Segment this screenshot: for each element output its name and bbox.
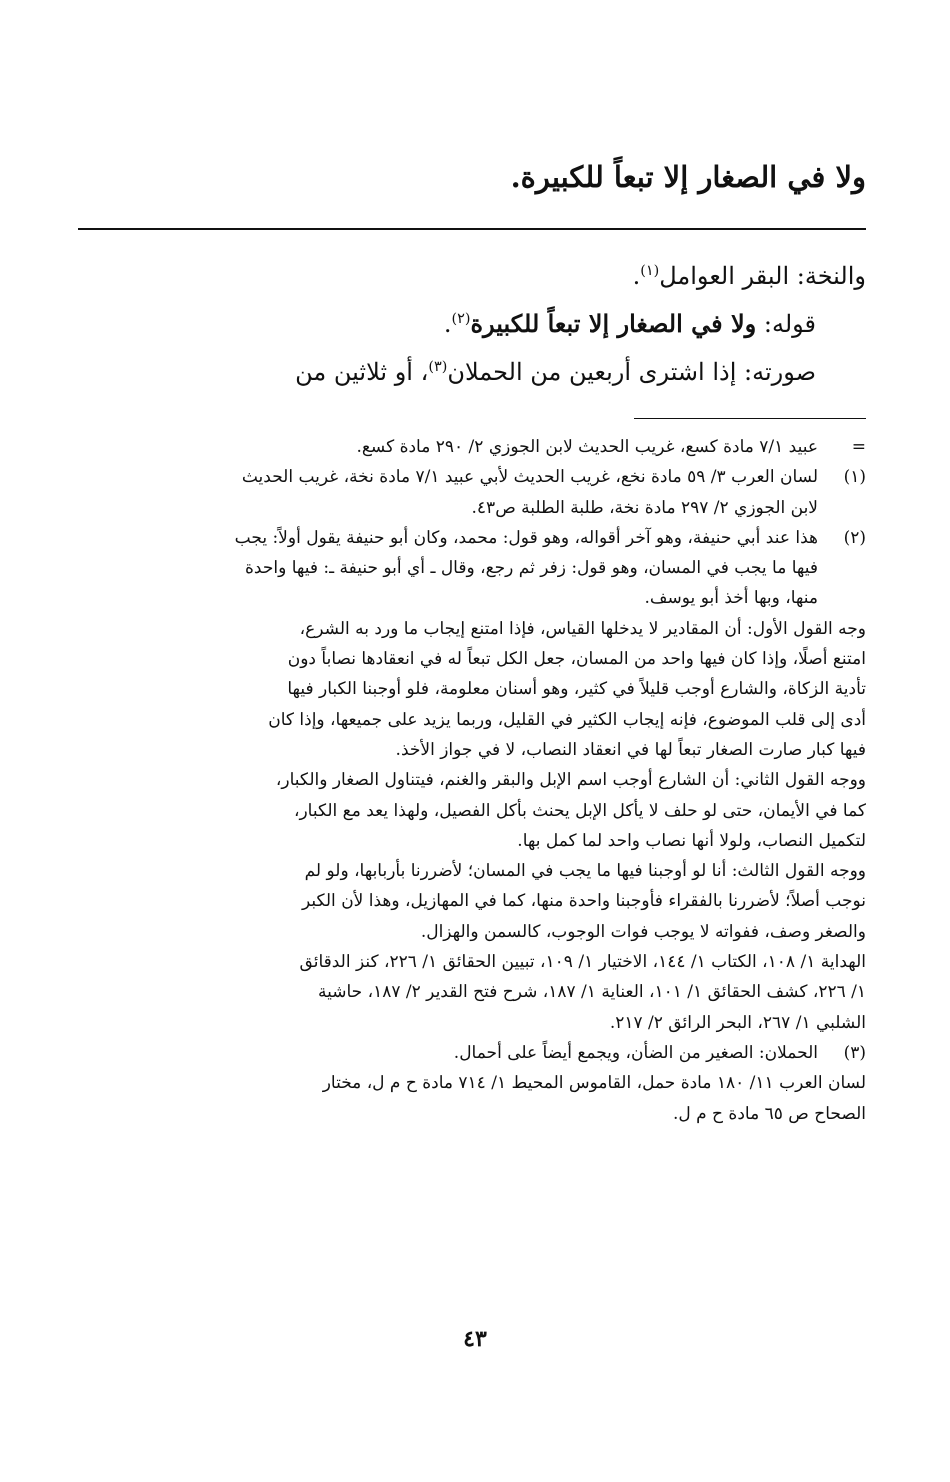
footnote-body	[80, 1038, 818, 1068]
footnote-1	[80, 462, 866, 523]
footnote-line: الصحاح ص ٦٥ مادة ح م ل.	[672, 1103, 866, 1124]
main-line-3-text: صورته: إذا اشترى أربعين من الحملان	[447, 358, 816, 386]
footnote-ref-2[interactable]: (٢)	[451, 311, 471, 327]
footnote-marker: =	[851, 437, 866, 457]
main-line-3-end: ، أو ثلاثين من	[295, 358, 429, 386]
footnote-line: أدى إلى قلب الموضوع، فإنه إيجاب الكثير في القليل، وربما يزيد على جميعها، وإذا كان	[268, 709, 866, 730]
footnote-line: لسان العرب ١١/ ١٨٠ مادة حمل، القاموس المحيط ١/ ٧١٤ مادة ح م ل، مختار	[322, 1073, 866, 1094]
footnote-line: لابن الجوزي ٢/ ٢٩٧ مادة نخة، طلبة الطلبة ص٤٣.	[471, 497, 818, 518]
running-header: ولا في الصغار إلا تبعاً للكبيرة.	[510, 160, 866, 194]
footnote-3	[80, 1038, 866, 1068]
footnote-line: نوجب أصلاً؛ لأضررنا بالفقراء فأوجبنا واحدة منها، كما في المهازيل، وهذا لأن الكبر	[301, 891, 866, 912]
footnote-marker: (٣)	[843, 1042, 866, 1063]
footnote-line: لتكميل النصاب، ولولا أنها نصاب واحد لما كمل بها.	[517, 830, 866, 851]
footnote-line: وجه القول الأول: أن المقادير لا يدخلها القياس، فإذا امتنع إيجاب ما ورد به الشرع،	[299, 618, 866, 639]
main-text	[66, 252, 866, 396]
page-number: ٤٣	[463, 1326, 487, 1352]
main-line-2-prefix: قوله:	[756, 310, 816, 338]
footnote-line: عبيد ٧/١ مادة كسع، غريب الحديث لابن الجوزي ٢/ ٢٩٠ مادة كسع.	[356, 437, 818, 457]
footnote-line: ووجه القول الثالث: أنا لو أوجبنا فيها ما يجب في المسان؛ لأضررنا بأربابها، ولو لم	[304, 861, 866, 882]
footnote-line: الشلبي ١/ ٢٦٧، البحر الرائق ٢/ ٢١٧.	[609, 1012, 866, 1033]
footnote-ref-1[interactable]: (١)	[640, 263, 660, 279]
footnote-line: ووجه القول الثاني: أن الشارع أوجب اسم الإبل والبقر والغنم، فيتناول الصغار والكبار،	[275, 770, 866, 791]
footnote-ref-3[interactable]: (٣)	[428, 359, 448, 375]
main-line-1-text: والنخة: البقر العوامل	[659, 262, 866, 290]
footnote-line: هذا عند أبي حنيفة، وهو آخر أقواله، وهو قول: محمد، وكان أبو حنيفة يقول أولاً: يجب	[234, 527, 818, 548]
footnote-body	[80, 432, 818, 462]
footnotes	[80, 432, 866, 1129]
footnote-line: كما في الأيمان، حتى لو حلف لا يأكل الإبل يحنث بأكل الفصيل، ولهذا يعد مع الكبار،	[293, 800, 866, 821]
footnote-line: لسان العرب ٣/ ٥٩ مادة نخع، غريب الحديث لأبي عبيد ٧/١ مادة نخة، غريب الحديث	[241, 467, 818, 488]
footnote-continuation	[80, 432, 866, 462]
footnote-line: فيها كبار صارت الصغار تبعاً لها في انعقاد النصاب، لا في جواز الأخذ.	[395, 739, 866, 760]
main-line-3	[66, 348, 866, 396]
footnote-body	[80, 523, 818, 614]
footnote-line: والصغر وصف، ففواته لا يوجب فوات الوجوب، كالسمن والهزال.	[420, 921, 866, 942]
footnote-divider	[634, 418, 866, 419]
main-line-2-end: .	[443, 310, 452, 338]
footnote-line: امتنع أصلًا، وإذا كان فيها واحد من المسان، جعل الكل تبعاً له في انعقادها نصاباً دون	[287, 649, 866, 670]
main-line-2	[66, 300, 866, 348]
footnote-line: منها، وبها أخذ أبو يوسف.	[644, 588, 818, 609]
footnote-body	[80, 462, 818, 523]
footnote-line: الهداية ١/ ١٠٨، الكتاب ١/ ١٤٤، الاختيار ١/ ١٠٩، تبيين الحقائق ١/ ٢٢٦، كنز الدقائق	[299, 952, 866, 973]
footnote-2-continuation	[80, 614, 866, 1038]
footnote-line: تأدية الزكاة، والشارع أوجب قليلاً في كثير، وهو أسنان معلومة، فلو أوجبنا الكبار فيها	[287, 679, 866, 700]
footnote-line: فيها ما يجب في المسان، وهو قول: زفر ثم رجع، وقال ـ أي أبو حنيفة ـ: فيها واحدة	[245, 558, 818, 579]
footnote-line: الحملان: الصغير من الضأن، ويجمع أيضاً على أحمال.	[453, 1042, 818, 1063]
footnote-3-continuation	[80, 1068, 866, 1129]
header-divider	[78, 228, 866, 230]
footnote-marker: (١)	[843, 467, 866, 488]
main-line-1	[66, 252, 866, 300]
main-line-2-quote: ولا في الصغار إلا تبعاً للكبيرة	[470, 309, 757, 338]
main-line-1-end: .	[632, 262, 641, 290]
footnote-2	[80, 523, 866, 614]
footnote-line: ١/ ٢٢٦، كشف الحقائق ١/ ١٠١، العناية ١/ ١٨٧، شرح فتح القدير ٢/ ١٨٧، حاشية	[318, 982, 866, 1003]
footnote-marker: (٢)	[843, 527, 866, 548]
